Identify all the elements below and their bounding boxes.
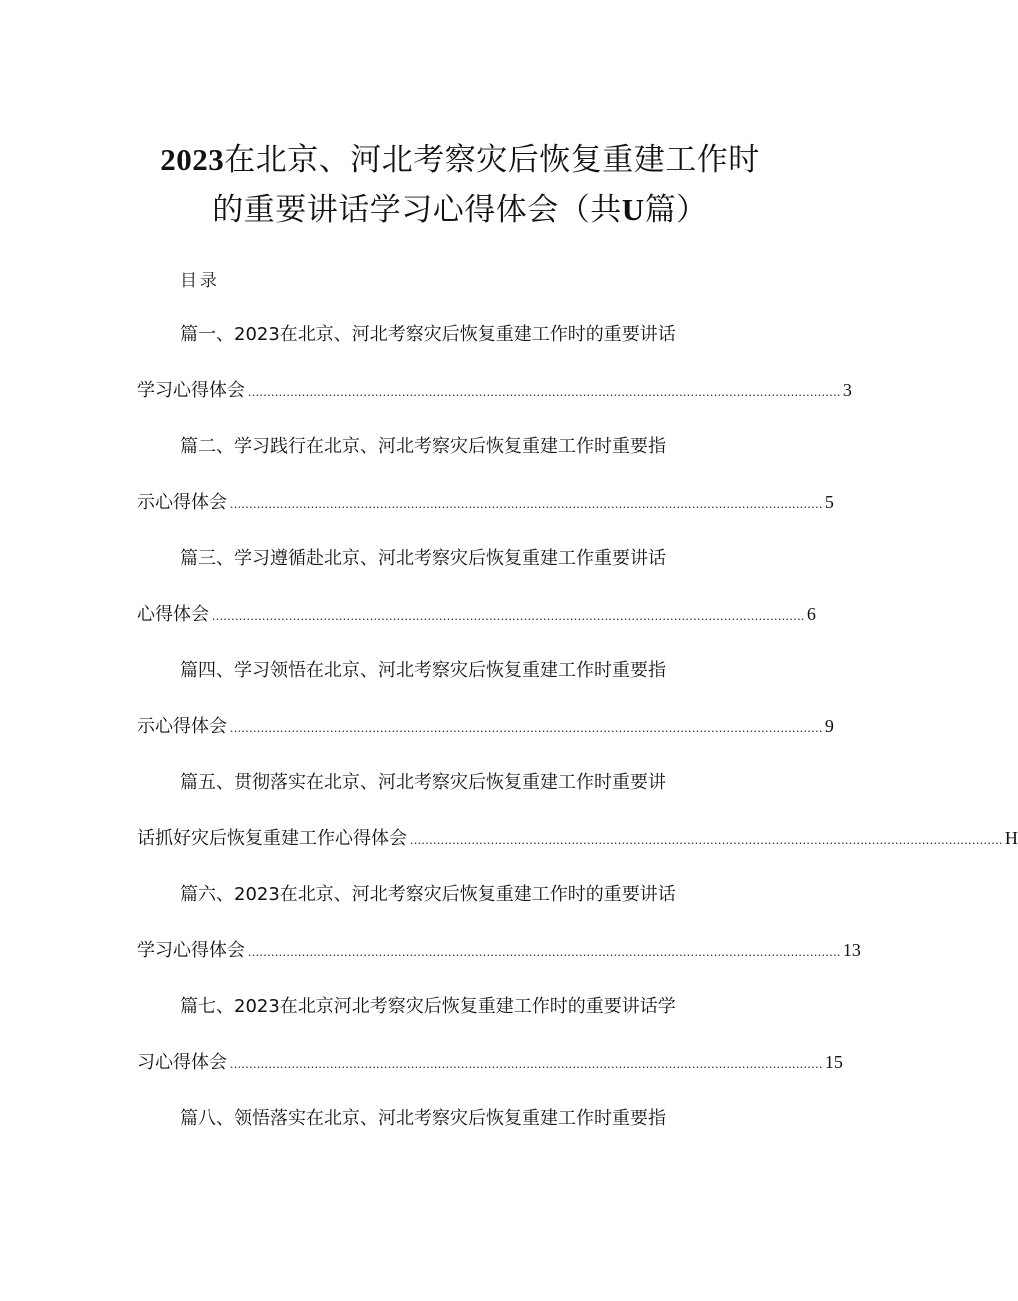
toc-page-number: H: [1004, 828, 1018, 848]
toc-page-number: 5: [824, 492, 834, 512]
toc-entry-7-line-1[interactable]: 篇七、2023在北京河北考察灾后恢复重建工作时的重要讲话学: [180, 996, 676, 1017]
toc-entry-6-line-1[interactable]: 篇六、2023在北京、河北考察灾后恢复重建工作时的重要讲话: [180, 884, 676, 905]
toc-page-number: 3: [842, 380, 852, 400]
toc-entry-text: 习心得体会: [137, 1052, 227, 1073]
toc-entry-text: 示心得体会: [137, 716, 227, 737]
toc-entry-3-line-1[interactable]: 篇三、学习遵循赴北京、河北考察灾后恢复重建工作重要讲话: [180, 548, 666, 569]
toc-entry-4-line-2[interactable]: [137, 712, 834, 738]
toc-entry-text: 学习心得体会: [137, 940, 245, 961]
title-line-1-text: 在北京、河北考察灾后恢复重建工作时: [224, 142, 760, 178]
title-count: U: [621, 192, 645, 227]
toc-page-number: 13: [842, 940, 861, 960]
toc-entry-text: 示心得体会: [137, 492, 227, 513]
document-title-line-2: [0, 184, 920, 229]
toc-entry-3-line-2[interactable]: [137, 600, 816, 626]
toc-entry-1-line-1[interactable]: 篇一、2023在北京、河北考察灾后恢复重建工作时的重要讲话: [180, 324, 676, 345]
dot-leader: ..........................................................................................................................................................: [248, 384, 841, 399]
toc-entry-text: 心得体会: [137, 604, 209, 625]
toc-entry-8-line-1[interactable]: 篇八、领悟落实在北京、河北考察灾后恢复重建工作时重要指: [180, 1108, 666, 1129]
toc-entry-2-line-1[interactable]: 篇二、学习践行在北京、河北考察灾后恢复重建工作时重要指: [180, 436, 666, 457]
dot-leader: ..........................................................................................................................................................: [230, 720, 823, 735]
document-title-line-1: [0, 134, 920, 179]
toc-entry-text: 话抓好灾后恢复重建工作心得体会: [137, 828, 407, 849]
toc-page-number: 6: [806, 604, 816, 624]
toc-entry-1-line-2[interactable]: [137, 376, 852, 402]
toc-entry-5-line-2[interactable]: [137, 824, 1018, 850]
title-line-2-text: 的重要讲话学习心得体会（共: [212, 192, 622, 228]
toc-entry-2-line-2[interactable]: [137, 488, 834, 514]
toc-entry-4-line-1[interactable]: 篇四、学习领悟在北京、河北考察灾后恢复重建工作时重要指: [180, 660, 666, 681]
toc-page-number: 15: [824, 1052, 843, 1072]
toc-page-number: 9: [824, 716, 834, 736]
toc-entry-7-line-2[interactable]: [137, 1048, 843, 1074]
toc-entry-6-line-2[interactable]: [137, 936, 861, 962]
dot-leader: ..........................................................................................................................................................: [410, 832, 1003, 847]
dot-leader: ..........................................................................................................................................................: [248, 944, 841, 959]
title-year: 2023: [160, 142, 225, 177]
toc-heading: 目录: [180, 271, 220, 291]
dot-leader: ..........................................................................................................................................................: [212, 608, 805, 623]
dot-leader: ..........................................................................................................................................................: [230, 496, 823, 511]
toc-entry-text: 学习心得体会: [137, 380, 245, 401]
title-line-2-end: 篇）: [644, 192, 708, 228]
toc-entry-5-line-1[interactable]: 篇五、贯彻落实在北京、河北考察灾后恢复重建工作时重要讲: [180, 772, 666, 793]
dot-leader: ..........................................................................................................................................................: [230, 1056, 823, 1071]
